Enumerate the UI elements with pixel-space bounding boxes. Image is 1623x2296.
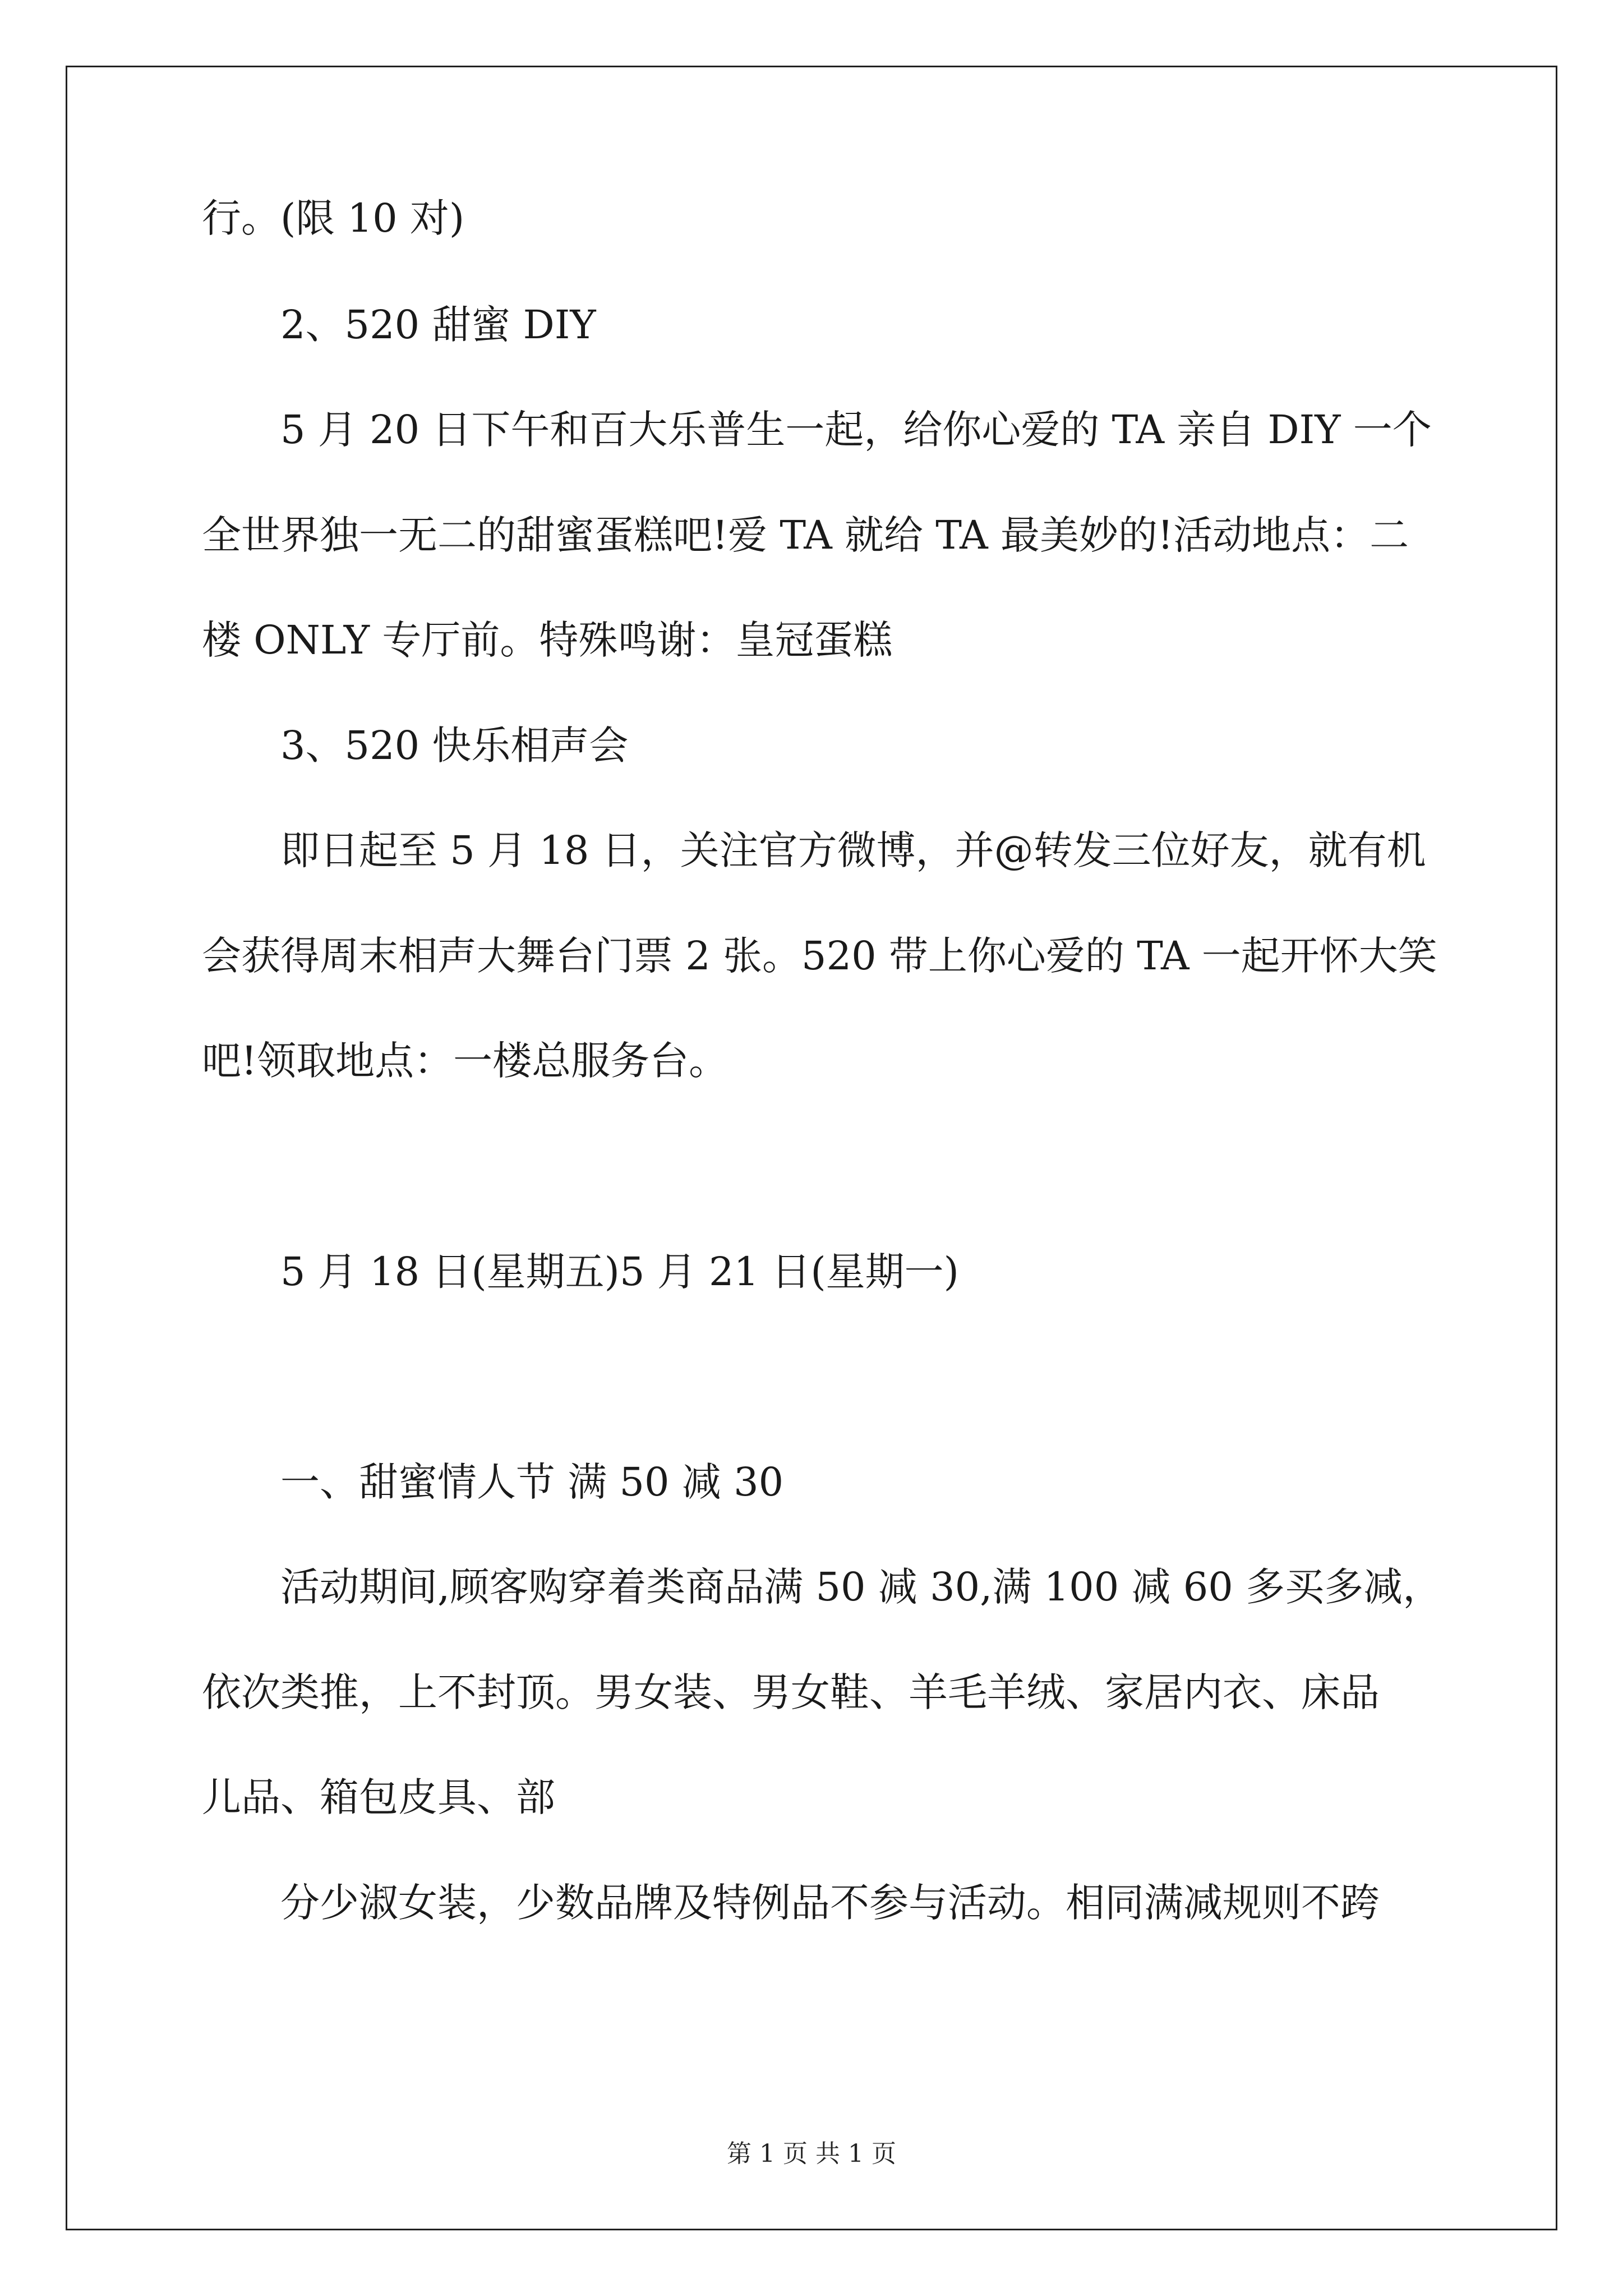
text-line-15: 分少淑女装，少数品牌及特例品不参与活动。相同满减规则不跨: [280, 1880, 1380, 1926]
date-range-line: 5 月 18 日(星期五)5 月 21 日(星期一): [280, 1249, 959, 1295]
text-line-12: 活动期间,顾客购穿着类商品满 50 减 30,满 100 减 60 多买多减，: [280, 1564, 1442, 1610]
section-heading-crosstalk: 3、520 快乐相声会: [280, 723, 629, 769]
section-heading-diy: 2、520 甜蜜 DIY: [280, 302, 596, 348]
text-line-14: 儿品、箱包皮具、部: [202, 1774, 555, 1820]
page-number-footer: 第 1 页 共 1 页: [727, 2139, 896, 2168]
text-line-8: 会获得周末相声大舞台门票 2 张。520 带上你心爱的 TA 一起开怀大笑: [202, 933, 1437, 979]
text-line-1: 行。(限 10 对): [202, 195, 465, 241]
text-line-13: 依次类推，上不封顶。男女装、男女鞋、羊毛羊绒、家居内衣、床品: [202, 1669, 1380, 1715]
text-line-9: 吧!领取地点：一楼总服务台。: [202, 1038, 728, 1084]
text-line-7: 即日起至 5 月 18 日，关注官方微博，并@转发三位好友，就有机: [280, 827, 1426, 873]
text-line-3: 5 月 20 日下午和百大乐普生一起，给你心爱的 TA 亲自 DIY 一个: [280, 407, 1432, 453]
section-heading-discount: 一、甜蜜情人节 满 50 减 30: [280, 1459, 784, 1505]
text-line-4: 全世界独一无二的甜蜜蛋糕吧!爱 TA 就给 TA 最美妙的!活动地点：二: [202, 512, 1409, 558]
text-line-5: 楼 ONLY 专厅前。特殊鸣谢：皇冠蛋糕: [202, 617, 893, 663]
